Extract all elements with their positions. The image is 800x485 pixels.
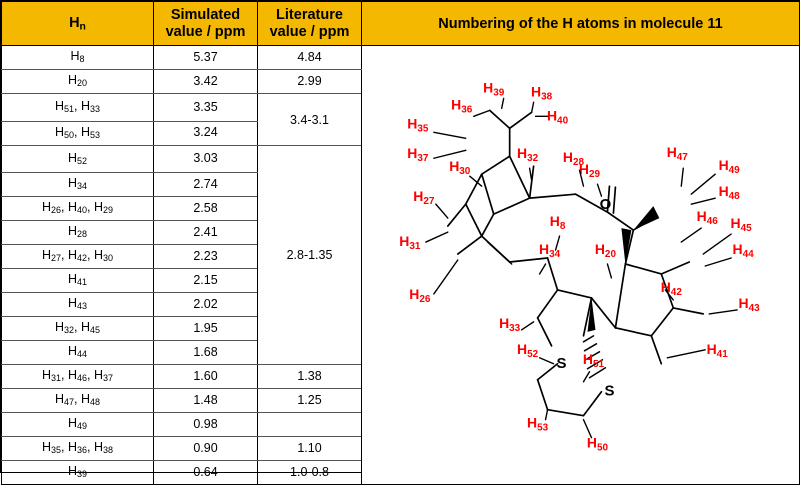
- cell-hn: $H_{51}$, $H_{33}$: [2, 94, 154, 122]
- h-label-h47: $H_{47}$: [666, 144, 688, 164]
- cell-simulated: 1.95: [154, 317, 258, 341]
- cell-literature: 4.84: [258, 46, 362, 70]
- cell-simulated: 0.90: [154, 437, 258, 461]
- cell-hn: $H_{49}$: [2, 413, 154, 437]
- cell-hn: $H_{35}$, $H_{36}$, $H_{38}$: [2, 437, 154, 461]
- cell-simulated: 2.15: [154, 269, 258, 293]
- cell-hn: $H_{34}$: [2, 173, 154, 197]
- h-label-h38: $H_{38}$: [531, 83, 553, 103]
- sulfur-2-label: S: [604, 383, 615, 401]
- header-literature-line2: value / ppm: [269, 23, 350, 40]
- cell-simulated: 5.37: [154, 46, 258, 70]
- h-label-h48: $H_{48}$: [718, 183, 740, 203]
- cell-simulated: 2.41: [154, 221, 258, 245]
- h-label-h39: $H_{39}$: [483, 79, 505, 99]
- structure-cell: [362, 46, 800, 485]
- cell-hn: $H_{20}$: [2, 70, 154, 94]
- h-label-h43: $H_{43}$: [738, 295, 760, 315]
- h-label-h33: $H_{33}$: [499, 315, 521, 335]
- nmr-assignment-table: [1, 1, 800, 485]
- h-label-h52: $H_{52}$: [517, 341, 539, 361]
- cell-hn: $H_{28}$: [2, 221, 154, 245]
- cell-literature: 1.0-0.8: [258, 461, 362, 485]
- cell-literature: 1.38: [258, 365, 362, 389]
- h-label-h45: $H_{45}$: [730, 215, 752, 235]
- cell-simulated: 3.03: [154, 145, 258, 173]
- cell-hn: $H_{52}$: [2, 145, 154, 173]
- h-label-h42: $H_{42}$: [660, 279, 682, 299]
- table-header-row: [2, 2, 800, 46]
- header-literature-line1: Literature: [276, 7, 343, 23]
- h-label-h29: $H_{29}$: [578, 161, 601, 181]
- cell-hn: $H_{26}$, $H_{40}$, $H_{29}$: [2, 197, 154, 221]
- cell-simulated: 0.98: [154, 413, 258, 437]
- cell-hn: $H_{41}$: [2, 269, 154, 293]
- h-label-h31: $H_{31}$: [399, 233, 421, 253]
- h-label-h50: $H_{50}$: [586, 434, 609, 454]
- cell-hn: $H_{44}$: [2, 341, 154, 365]
- cell-literature: 3.4-3.1: [258, 94, 362, 146]
- cell-simulated: 1.48: [154, 389, 258, 413]
- h-label-h20: $H_{20}$: [594, 241, 617, 261]
- cell-simulated: 3.24: [154, 121, 258, 145]
- cell-hn: $H_{50}$, $H_{53}$: [2, 121, 154, 145]
- cell-simulated: 2.23: [154, 245, 258, 269]
- header-simulated: [154, 2, 258, 46]
- h-label-h34: $H_{34}$: [538, 241, 561, 261]
- cell-simulated: 3.42: [154, 70, 258, 94]
- header-literature: [258, 2, 362, 46]
- cell-simulated: 2.02: [154, 293, 258, 317]
- cell-literature: 2.8-1.35: [258, 145, 362, 365]
- cell-hn: $H_{31}$, $H_{46}$, $H_{37}$: [2, 365, 154, 389]
- header-simulated-line1: Simulated: [170, 7, 241, 23]
- cell-simulated: 2.74: [154, 173, 258, 197]
- header-hn: $H_n$: [2, 2, 154, 46]
- h-label-h41: $H_{41}$: [706, 341, 728, 361]
- cell-hn: $H_8$: [2, 46, 154, 70]
- h-label-h46: $H_{46}$: [696, 208, 718, 228]
- h-label-h40: $H_{40}$: [546, 107, 569, 127]
- h-label-h27: $H_{27}$: [413, 188, 435, 208]
- h-label-h26: $H_{26}$: [409, 286, 431, 306]
- h-label-h35: $H_{35}$: [407, 115, 429, 135]
- h-label-h8: $H_8$: [549, 213, 566, 233]
- h-label-h30: $H_{30}$: [449, 158, 471, 178]
- cell-hn: $H_{47}$, $H_{48}$: [2, 389, 154, 413]
- sulfur-1-label: S: [556, 355, 567, 373]
- stereo-wedge-2: [633, 206, 659, 230]
- molecule-diagram: [362, 46, 799, 484]
- h-label-h51: $H_{51}$: [582, 351, 605, 371]
- cell-hn: $H_{43}$: [2, 293, 154, 317]
- header-simulated-line2: value / ppm: [165, 23, 246, 40]
- cell-literature: 1.10: [258, 437, 362, 461]
- cell-hn: $H_{32}$, $H_{45}$: [2, 317, 154, 341]
- h-label-h53: $H_{53}$: [527, 414, 549, 434]
- cell-literature: [258, 413, 362, 437]
- cell-hn: $H_{39}$: [2, 461, 154, 485]
- table-row: [2, 46, 800, 70]
- cell-literature: 2.99: [258, 70, 362, 94]
- cell-simulated: 1.60: [154, 365, 258, 389]
- cell-simulated: 0.64: [154, 461, 258, 485]
- h-label-h49: $H_{49}$: [718, 157, 740, 177]
- h-label-h36: $H_{36}$: [451, 96, 473, 116]
- cell-hn: $H_{27}$, $H_{42}$, $H_{30}$: [2, 245, 154, 269]
- table-body: [2, 46, 800, 485]
- header-structure: Numbering of the H atoms in molecule 11: [362, 2, 800, 46]
- cell-literature: 1.25: [258, 389, 362, 413]
- cell-simulated: 1.68: [154, 341, 258, 365]
- h-label-h37: $H_{37}$: [407, 145, 429, 165]
- h-label-h28: $H_{28}$: [562, 149, 585, 169]
- oxygen-label: O: [599, 196, 612, 214]
- cell-simulated: 2.58: [154, 197, 258, 221]
- h-label-h44: $H_{44}$: [732, 241, 754, 261]
- h-label-h32: $H_{32}$: [517, 145, 539, 165]
- cell-simulated: 3.35: [154, 94, 258, 122]
